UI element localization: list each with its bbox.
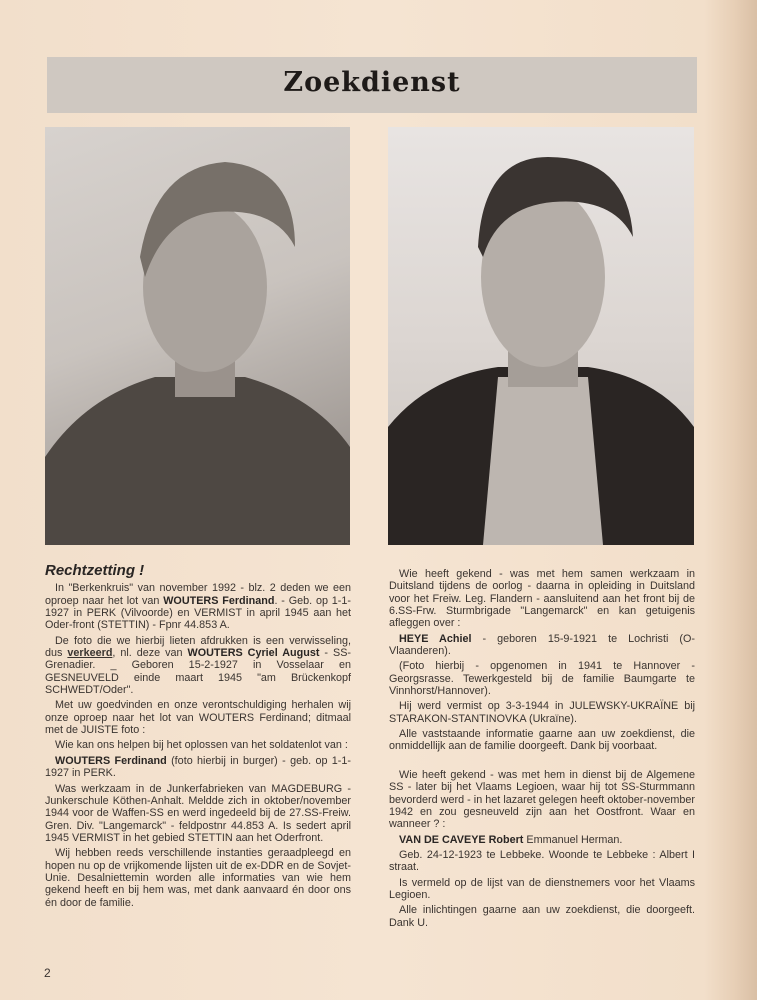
text: - geboren 15-9-1921 te Lochristi (O-Vlaanderen). [389, 632, 695, 658]
paragraph: Is vermeld op de lijst van de dienstnemers voor het Vlaams Legioen. [389, 876, 695, 901]
name-bold: WOUTERS Ferdinand [55, 754, 167, 767]
paragraph: Wie heeft gekend - was met hem in dienst bij de Algemene SS - later bij het Vlaams Legioen, waar hij tot SS-Sturmmann bevorderd werd - in het lazaret gelegen heeft oktober-november 1942 en zou gesneuveld zijn aan het Oostfront. Waar en wanneer ? : [389, 768, 695, 831]
paragraph: Alle inlichtingen gaarne aan uw zoekdienst, die doorgeeft. Dank U. [389, 904, 695, 929]
name-bold: WOUTERS Cyriel August [187, 647, 320, 660]
paragraph: Wie kan ons helpen bij het oplossen van het soldatenlot van : [55, 739, 348, 752]
text: In "Berkenkruis" van november 1992 - blz. 2 deden we een oproep naar het lot van [45, 582, 351, 607]
text: (foto hierbij in burger) - geb. op 1-1-1927 in PERK. [45, 754, 352, 780]
text: Emmanuel Herman. [523, 833, 623, 846]
paragraph [45, 755, 351, 780]
paragraph: Alle vaststaande informatie gaarne aan uw zoekdienst, die onmiddellijk aan de familie doorgeeft. Dank bij voorbaat. [389, 728, 695, 753]
name-bold: HEYE Achiel [399, 632, 472, 645]
paragraph [389, 633, 695, 658]
emphasis: verkeerd [67, 647, 113, 660]
paragraph [45, 582, 351, 631]
paragraph: Met uw goedvinden en onze verontschuldiging herhalen wij onze oproep naar het lot van WOUTERS Ferdinand; ditmaal met de JUISTE foto : [45, 699, 351, 737]
header-band [47, 57, 697, 113]
page-number: 2 [44, 966, 51, 980]
photo-wouters-ferdinand [45, 127, 350, 545]
name-bold: VAN DE CAVEYE Robert [399, 833, 524, 846]
text: De foto die we hierbij lieten afdrukken is een verwisseling, dus [45, 634, 351, 660]
left-column [45, 562, 352, 912]
text: - SS-Grenadier. _ Geboren 15-2-1927 in Vosselaar en GESNEUVELD einde maart 1945 "am Brückenkopf SCHWEDT/Oder". [45, 647, 351, 697]
section-heading: Rechtzetting ! [45, 562, 145, 579]
text: . - Geb. op 1-1-1927 in PERK (Vilvoorde) en VERMIST in april 1945 aan het Oder-front (STETTIN) - Fpnr 44.853 A. [45, 594, 351, 632]
portrait-image [388, 127, 694, 545]
paragraph: Hij werd vermist op 3-3-1944 in JULEWSKY-UKRAÏNE bij STARAKON-STANTINOVKA (Ukraïne). [389, 700, 695, 725]
paragraph [389, 834, 695, 846]
right-column [389, 568, 695, 932]
paragraph: Geb. 24-12-1923 te Lebbeke. Woonde te Lebbeke : Albert I straat. [389, 848, 695, 874]
paragraph: Wij hebben reeds verschillende instanties geraadpleegd en hopen nu op de vrijkomende lijsten uit de ex-DDR en de Sovjet-Unie. Desalniettemin worden alle informaties van wie hem gekend heeft en bij hem was, met dank aanvaard én door ons én door de familie. [45, 847, 351, 909]
text: , nl. deze van [112, 647, 188, 660]
paragraph: Wie heeft gekend - was met hem samen werkzaam in Duitsland tijdens de oorlog - daarna in opleiding in Duitsland voor het Freiw. Leg. Flandern - aansluitend aan het front bij de 6.SS-Frw. Sturmbrigade "Langemarck" en kan getuigenis afleggen over : [389, 568, 695, 630]
paragraph [45, 635, 351, 697]
paragraph: (Foto hierbij - opgenomen in 1941 te Hannover - Georgsrasse. Tewerkgesteld bij de familie Baumgarte te Vinnhorst/Hannover). [389, 660, 695, 698]
photo-heye-achiel [388, 127, 694, 545]
portrait-image [45, 127, 350, 545]
paragraph: Was werkzaam in de Junkerfabrieken van MAGDEBURG - Junkerschule Köthen-Anhalt. Meldde zich in oktober/november 1944 voor de Waffen-SS en werd ingedeeld bij de 27.SS-Freiw. Gren. Div. "Langemarck" - feldpostnr 44.853 A. Is sedert april 1945 VERMIST in het gebied STETTIN aan het Oderfront. [45, 782, 351, 844]
name-bold: WOUTERS Ferdinand [163, 594, 275, 607]
page-title: Zoekdienst [283, 67, 461, 98]
